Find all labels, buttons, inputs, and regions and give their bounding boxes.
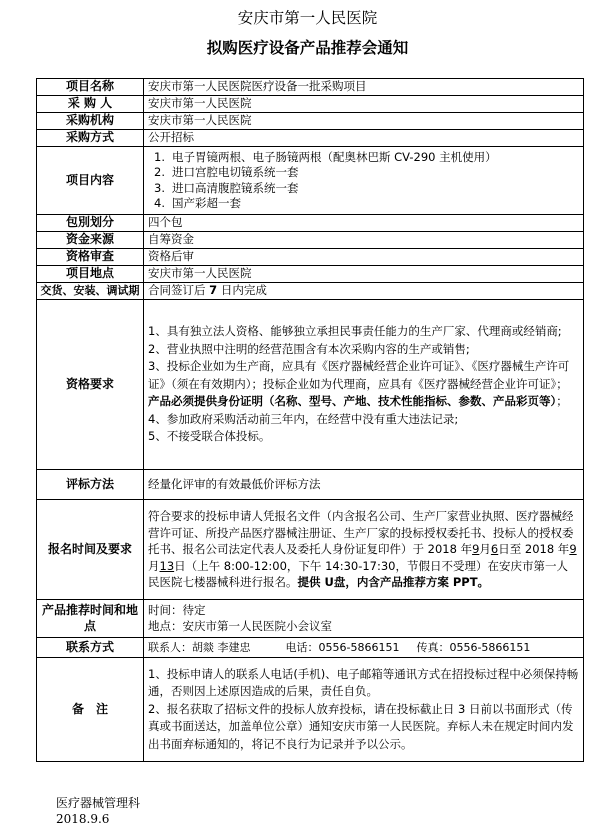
value-notes: 1、投标申请人的联系人电话(手机)、电子邮箱等通讯方式在招投标过程中必须保持畅通，否则因上述原因造成的后果，责任自负。 2、报名获取了招标文件的投标人放弃投标，请在投标截止日 3 日前以书面形式（传真或书面送达，加盖单位公章）通知安庆市第一人民医院。弃标人未在规定时间内发出书面弃标通知的，将记不良行为记录并予以公示。 [144, 658, 584, 762]
notice-table [36, 78, 584, 762]
value-location: 安庆市第一人民医院 [144, 266, 584, 283]
value-project-name: 安庆市第一人民医院医疗设备一批采购项目 [144, 79, 584, 96]
value-method: 公开招标 [144, 130, 584, 147]
value-review: 资格后审 [144, 249, 584, 266]
list-item: 3. 进口高清腹腔镜系统一套 [154, 180, 299, 195]
row-project-name [37, 79, 584, 96]
label-contact: 联系方式 [37, 638, 144, 658]
label-qualification: 资格要求 [37, 300, 144, 470]
row-meeting [37, 600, 584, 638]
row-buyer [37, 96, 584, 113]
row-registration [37, 500, 584, 600]
label-delivery: 交货、安装、调试期 [37, 283, 144, 300]
row-review [37, 249, 584, 266]
label-agency: 采购机构 [37, 113, 144, 130]
label-notes: 备 注 [37, 658, 144, 762]
list-item: 4. 国产彩超一套 [154, 196, 241, 210]
value-qualification: 1、具有独立法人资格、能够独立承担民事责任能力的生产厂家、代理商或经销商; 2、营业执照中注明的经营范围含有本次采购内容的生产或销售; 3、投标企业如为生产商，应具有《医疗器械经营企业许可证》、《医疗器械生产许可证》（须在有效期内）；投标企业如为代理商，应具有《医疗器械经营企业许可证》；产品必须提供身份证明（名称、型号、产地、技术性能指标、参数、产品彩页等）； 4、参加政府采购活动前三年内，在经营中没有重大违法记录; 5、不接受联合体投标。 [144, 300, 584, 470]
row-content [37, 147, 584, 215]
value-delivery: 合同签订后 7 日内完成 [144, 283, 584, 300]
value-evaluation: 经量化评审的有效最低价评标方法 [144, 470, 584, 500]
row-funding [37, 232, 584, 249]
value-lots: 四个包 [144, 215, 584, 232]
value-funding: 自筹资金 [144, 232, 584, 249]
row-method [37, 130, 584, 147]
notice-title: 拟购医疗设备产品推荐会通知 [206, 38, 409, 57]
row-contact [37, 638, 584, 658]
value-buyer: 安庆市第一人民医院 [144, 96, 584, 113]
label-project-name: 项目名称 [37, 79, 144, 96]
hospital-title: 安庆市第一人民医院 [237, 9, 378, 27]
row-notes [37, 658, 584, 762]
label-location: 项目地点 [37, 266, 144, 283]
label-funding: 资金来源 [37, 232, 144, 249]
footer-date: 2018.9.6 [56, 812, 110, 826]
label-registration: 报名时间及要求 [37, 500, 144, 600]
list-item: 2. 进口宫腔电切镜系统一套 [154, 165, 299, 179]
label-content: 项目内容 [37, 147, 144, 215]
row-delivery [37, 283, 584, 300]
label-method: 采购方式 [37, 130, 144, 147]
row-agency [37, 113, 584, 130]
label-evaluation: 评标方法 [37, 470, 144, 500]
value-content [144, 147, 584, 215]
label-lots: 包別划分 [37, 215, 144, 232]
label-meeting: 产品推荐时间和地点 [37, 600, 144, 638]
label-review: 资格审查 [37, 249, 144, 266]
row-lots [37, 215, 584, 232]
row-qualification [37, 300, 584, 470]
value-registration: 符合要求的投标申请人凭报名文件（内含报名公司、生产厂家营业执照、医疗器械经营许可证、所投产品医疗器械注册证、生产厂家的投标授权委托书、投标人的授权委托书、报名公司法定代表人及委托人身份证复印件）于 2018 年9月6日至 2018 年9月13日（上午 8:00-12:00，下午 14:30-17:30，节假日不受理）在安庆市第一人民医院七楼器械科进行报名。提供 U盘，内含产品推荐方案 PPT。 [144, 500, 584, 600]
row-evaluation [37, 470, 584, 500]
list-item: 1. 电子胃镜两根、电子肠镜两根（配奥林巴斯 CV-290 主机使用） [154, 149, 497, 164]
value-agency: 安庆市第一人民医院 [144, 113, 584, 130]
label-buyer: 采 购 人 [37, 96, 144, 113]
value-meeting: 时间：待定 地点：安庆市第一人民医院小会议室 [144, 600, 584, 638]
footer-dept: 医疗器械管理科 [56, 796, 141, 810]
value-contact: 联系人：胡燚 李建忠 电话：0556-5866151 传真：0556-5866151 [144, 638, 584, 658]
row-location [37, 266, 584, 283]
